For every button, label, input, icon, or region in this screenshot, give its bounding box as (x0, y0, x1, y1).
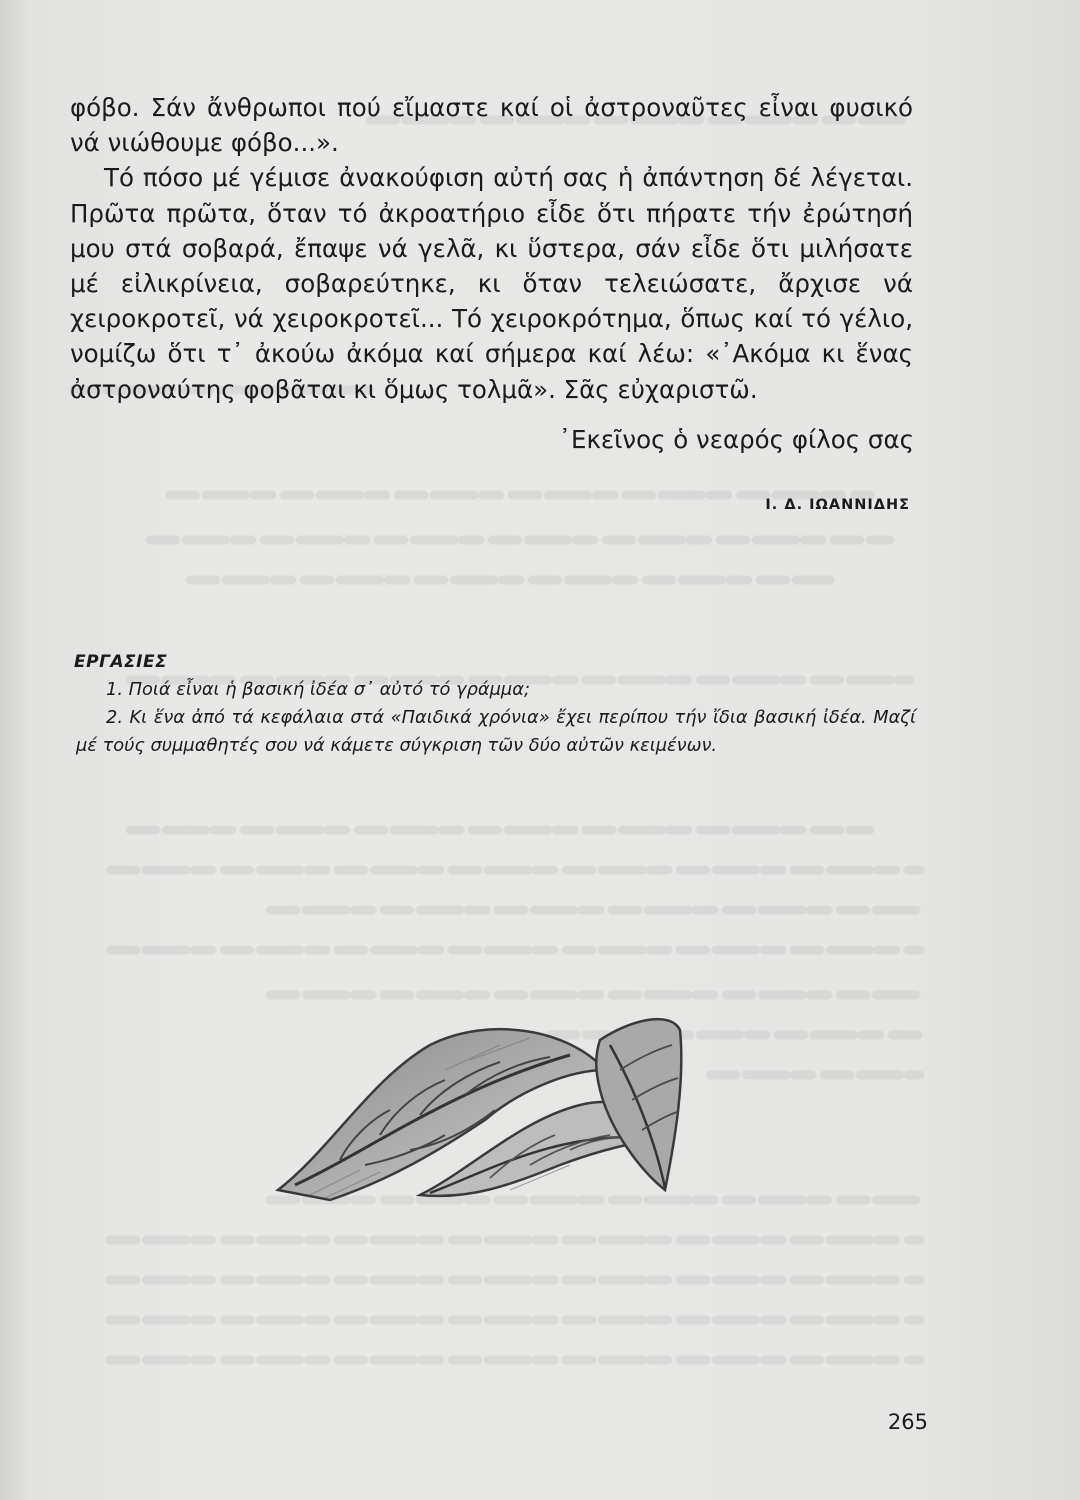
exercises-title: ΕΡΓΑΣΙΕΣ (74, 652, 168, 672)
author-name: Ι. Δ. ΙΩΑΝΝΙΔΗΣ (765, 497, 910, 513)
letter-paragraph: φόβο. Σάν ἄνθρωποι πού εἴμαστε καί οἱ ἀστροναῦτες εἶναι φυσικό νά νιώθουμε φόβο...». (70, 93, 913, 158)
page-number: 265 (887, 1410, 928, 1434)
exercise-item: 2. Κι ἕνα ἀπό τά κεφάλαια στά «Παιδικά χρόνια» ἔχει περίπου τήν ἴδια βασική ἰδέα. Μαζί μέ τούς συμμαθητές σου νά κάμετε σύγκριση τῶν δύο αὐτῶν κειμένων. (76, 707, 916, 756)
exercises-section (76, 648, 916, 760)
exercise-item: 1. Ποιά εἶναι ἡ βασική ἰδέα σ᾽ αὐτό τό γράμμα; (106, 679, 530, 700)
letter-body (70, 90, 913, 407)
letter-paragraph: Τό πόσο μέ γέμισε ἀνακούφιση αὐτή σας ἡ ἀπάντηση δέ λέγεται. Πρῶτα πρῶτα, ὅταν τό ἀκροατήριο εἶδε ὅτι πήρατε τήν ἐρώτησή μου στά σοβαρά, ἔπαψε νά γελᾶ, κι ὕστερα, σάν εἶδε ὅτι μιλήσατε μέ εἰλικρίνεια, σοβαρεύτηκε, κι ὅταν τελειώσατε, ἄρχισε νά χειροκροτεῖ, νά χειροκροτεῖ... Τό χειροκρότημα, ὅπως καί τό γέλιο, νομίζω ὅτι τ᾽ ἀκούω ἀκόμα καί σήμερα καί λέω: «᾽Ακόμα κι ἕνας ἀστροναύτης φοβᾶται κι ὅμως τολμᾶ». Σᾶς εὐχαριστῶ. (70, 163, 913, 404)
leaves-drawing-icon (270, 1000, 690, 1215)
letter-closing: ᾽Εκεῖνος ὁ νεαρός φίλος σας (558, 425, 914, 454)
